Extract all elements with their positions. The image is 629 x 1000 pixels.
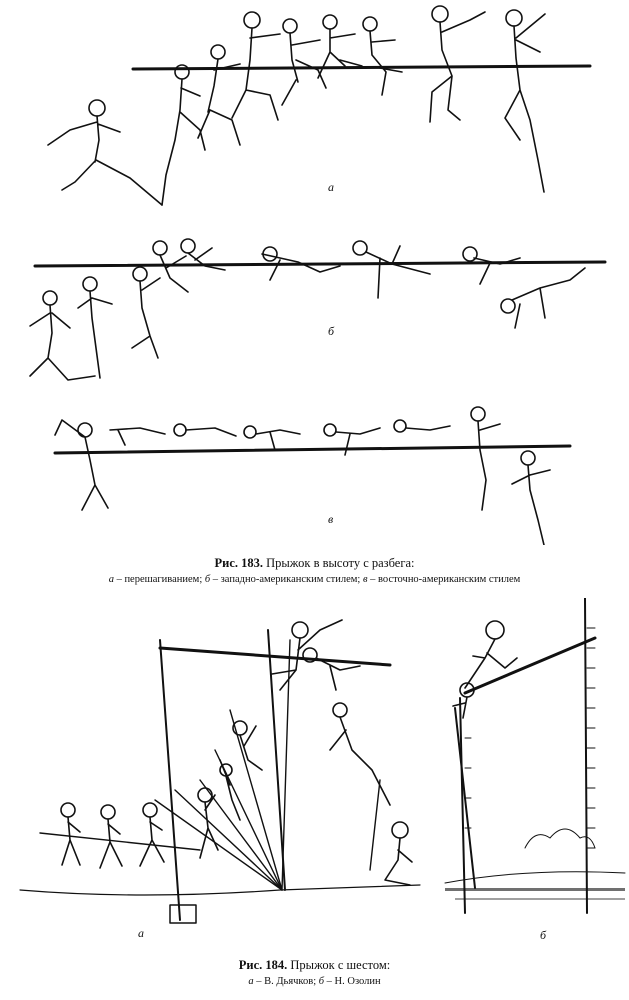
legend-key-b: б [204,574,211,585]
figure-184a-illustration [0,600,440,950]
panel-label-183c: в [328,512,334,526]
figure-183c-illustration [0,400,629,545]
figure-183a-illustration [0,0,629,210]
figure-183-caption [0,556,629,585]
legend-text-a: – перешагиванием; [116,574,203,585]
panel-label-183a: а [328,180,334,194]
figure-183b-illustration [0,218,629,388]
legend-text-b: – западно-американским стилем; [212,574,361,585]
figure-184b-illustration [425,598,629,950]
legend-key-c: в [362,574,368,585]
legend-key-184b: б [318,976,325,987]
crossbar [55,446,570,453]
legend-text-184a: – В. Дьячков; [256,976,317,987]
figure-184-title: Прыжок с шестом: [290,958,391,972]
panel-label-184b: б [540,928,547,942]
figure-183-number: Рис. 183. [214,556,263,570]
measuring-upright [585,598,587,913]
panel-label-183b: б [328,324,335,338]
legend-key-a: а [108,574,114,585]
crossbar [465,638,595,693]
crossbar [160,648,390,665]
legend-text-184b: – Н. Озолин [326,976,381,987]
figure-183-title: Прыжок в высоту с разбега: [266,556,415,570]
panel-label-184a: а [138,926,144,940]
legend-key-184a: а [248,976,254,987]
upright-left [160,640,180,920]
legend-text-c: – восточно-американским стилем [370,574,521,585]
figure-184-number: Рис. 184. [238,958,288,972]
figure-184-caption [0,958,629,987]
crossbar [35,262,605,266]
